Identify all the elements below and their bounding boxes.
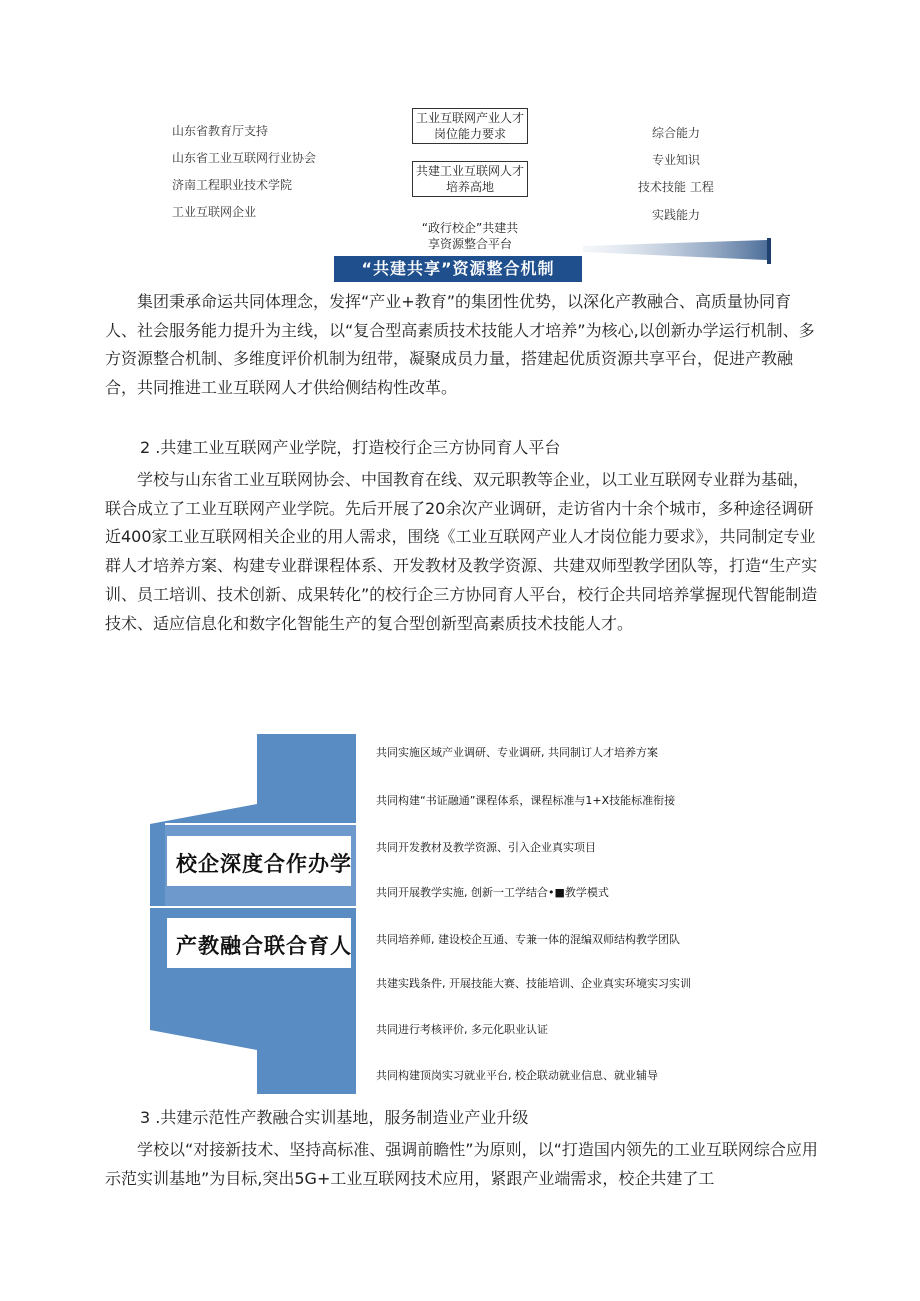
left-item: 山东省教育厅支持 xyxy=(172,124,269,138)
right-item: 技术技能 工程 xyxy=(638,180,714,194)
section-heading-2: 2 .共建工业互联网产业学院，打造校行企三方协同育人平台 xyxy=(140,438,561,457)
banner xyxy=(334,256,582,282)
cooperation-item: 共同构建顶岗实习就业平台, 校企联动就业信息、就业辅导 xyxy=(376,1069,658,1082)
section-heading-3: 3 .共建示范性产教融合实训基地，服务制造业产业升级 xyxy=(140,1108,529,1127)
platform-note: “政行校企”共建共享资源整合平台 xyxy=(421,221,519,251)
paragraph-1: 集团秉承命运共同体理念，发挥“产业+教育”的集团性优势，以深化产教融合、高质量协同育人、社会服务能力提升为主线，以“复合型高素质技术技能人才培养”为核心,以创新办学运行机制、多方资源整合机制、多维度评价机制为纽带，凝聚成员力量，搭建起优质资源共享平台，促进产教融合，共同推进工业互联网人才供给侧结构性改革。 xyxy=(105,292,815,398)
paragraph-3: 学校以“对接新技术、坚持高标准、强调前瞻性”为原则，以“打造国内领先的工业互联网综合应用示范实训基地”为目标,突出5G+工业互联网技术应用，紧跟产业端需求，校企共建了工 xyxy=(105,1140,818,1188)
right-item: 专业知识 xyxy=(652,153,701,167)
label-industry-education: 产教融合联合育人 xyxy=(176,934,352,958)
label-school-enterprise: 校企深度合作办学 xyxy=(176,852,352,876)
banner-decoration xyxy=(575,238,775,268)
banner-title: “共建共享”资源整合机制 xyxy=(361,259,555,278)
cooperation-item: 共同开发教材及教学资源、引入企业真实项目 xyxy=(376,841,596,854)
left-item: 山东省工业互联网行业协会 xyxy=(172,151,317,165)
cooperation-shape xyxy=(140,730,370,1100)
cooperation-item: 共同开展教学实施, 创新一工学结合•■教学模式 xyxy=(376,886,609,899)
cooperation-item: 共同构建“书证融通”课程体系，课程标准与1+X技能标准衔接 xyxy=(376,794,676,807)
right-item: 实践能力 xyxy=(652,208,701,222)
cooperation-item: 共建实践条件, 开展技能大赛、技能培训、企业真实环境实习实训 xyxy=(376,977,691,990)
cooperation-item: 共同进行考核评价, 多元化职业认证 xyxy=(376,1023,548,1036)
right-item: 综合能力 xyxy=(652,126,701,140)
left-item: 济南工程职业技术学院 xyxy=(172,178,293,192)
cooperation-item: 共同实施区域产业调研、专业调研, 共同制订人才培养方案 xyxy=(376,746,658,759)
talent-highland-box: 共建工业互联网人才培养高地 xyxy=(412,161,528,197)
requirement-box: 工业互联网产业人才岗位能力要求 xyxy=(412,108,528,144)
cooperation-item: 共同培养师, 建设校企互通、专兼一体的混编双师结构教学团队 xyxy=(376,933,680,946)
paragraph-2: 学校与山东省工业互联网协会、中国教育在线、双元职教等企业，以工业互联网专业群为基础，联合成立了工业互联网产业学院。先后开展了20余次产业调研，走访省内十余个城市，多种途径调研近400家工业互联网相关企业的用人需求，围绕《工业互联网产业人才岗位能力要求》，共同制定专业群人才培养方案、构建专业群课程体系、开发教材及教学资源、共建双师型教学团队等，打造“生产实训、员工培训、技术创新、成果转化”的校行企三方协同育人平台，校行企共同培养掌握现代智能制造技术、适应信息化和数字化智能生产的复合型创新型高素质技术技能人才。 xyxy=(105,470,818,633)
left-item: 工业互联网企业 xyxy=(172,205,257,219)
